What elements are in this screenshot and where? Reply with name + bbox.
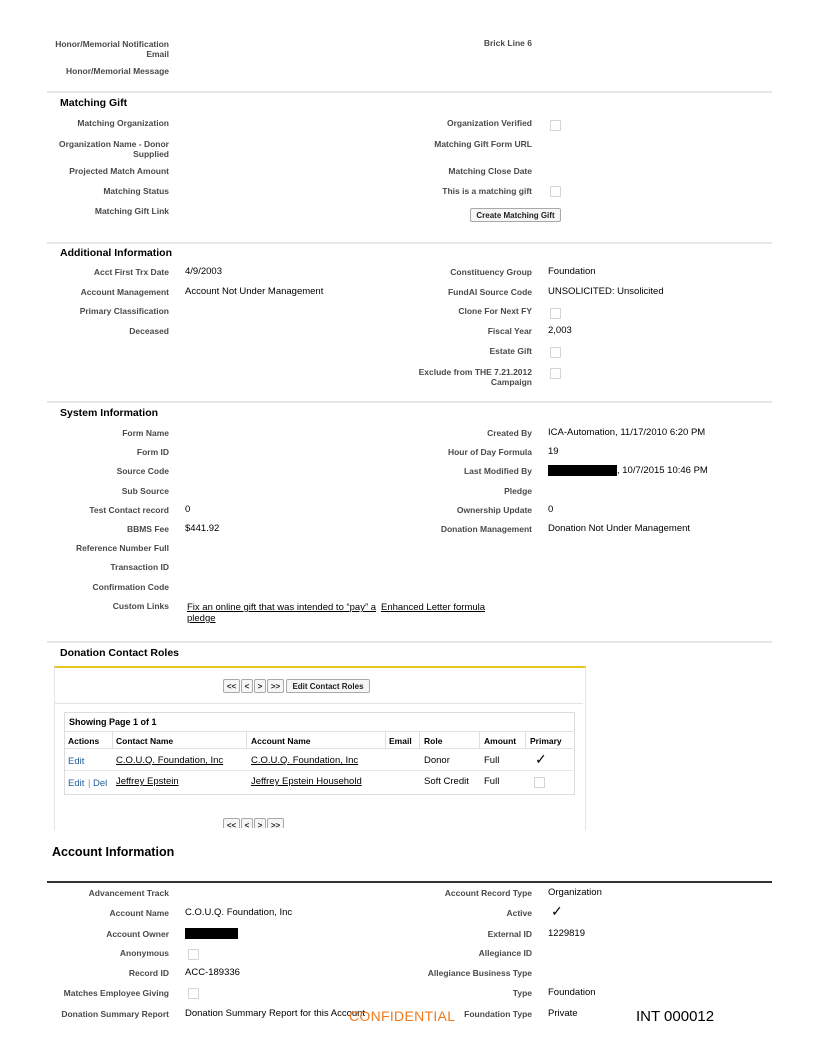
active-check-icon: ✓ bbox=[551, 903, 563, 919]
row-account-link[interactable]: C.O.U.Q. Foundation, Inc bbox=[251, 755, 359, 766]
column-divider bbox=[479, 732, 480, 748]
confidential-stamp: CONFIDENTIAL bbox=[349, 1008, 456, 1024]
matches-employee-checkbox[interactable] bbox=[188, 988, 199, 999]
close-date-label: Matching Close Date bbox=[448, 166, 532, 176]
prev-page-button[interactable]: < bbox=[241, 679, 253, 693]
primary-checkbox bbox=[534, 777, 545, 788]
custom-links-label: Custom Links bbox=[112, 601, 169, 611]
sub-source-label: Sub Source bbox=[121, 486, 169, 496]
allegiance-id-label: Allegiance ID bbox=[478, 948, 532, 958]
matching-org-label: Matching Organization bbox=[77, 118, 169, 128]
account-management-label: Account Management bbox=[80, 287, 169, 297]
brick-line-label: Brick Line 6 bbox=[483, 38, 532, 48]
fundai-source-label: FundAI Source Code bbox=[447, 287, 532, 297]
custom-link-fix-online-gift[interactable]: Fix an online gift that was intended to “pay” a pledge bbox=[187, 602, 377, 624]
bbms-fee-label: BBMS Fee bbox=[126, 524, 169, 534]
create-matching-gift-button[interactable]: Create Matching Gift bbox=[470, 208, 561, 222]
external-id-label: External ID bbox=[487, 929, 532, 939]
active-label: Active bbox=[506, 908, 532, 918]
system-info-title: System Information bbox=[60, 407, 159, 419]
last-modified-value: , 10/7/2015 10:46 PM bbox=[617, 465, 708, 476]
row-amount: Full bbox=[484, 755, 500, 766]
separator bbox=[47, 242, 772, 244]
col-role-header: Role bbox=[424, 736, 443, 746]
advancement-track-label: Advancement Track bbox=[88, 888, 169, 898]
foundation-type-label: Foundation Type bbox=[464, 1009, 532, 1019]
matching-gift-title: Matching Gift bbox=[60, 97, 128, 109]
matches-employee-label: Matches Employee Giving bbox=[63, 988, 169, 998]
source-code-label: Source Code bbox=[116, 466, 169, 476]
edit-contact-roles-button[interactable]: Edit Contact Roles bbox=[286, 679, 370, 693]
next-page-button[interactable]: > bbox=[254, 679, 266, 693]
primary-classification-label: Primary Classification bbox=[79, 306, 169, 316]
donation-management-label: Donation Management bbox=[440, 524, 532, 534]
column-divider bbox=[385, 732, 386, 748]
first-page-button-bottom[interactable]: << bbox=[223, 818, 240, 828]
next-page-button-bottom[interactable]: > bbox=[254, 818, 266, 828]
col-contact-name-header: Contact Name bbox=[116, 736, 174, 746]
col-primary-header: Primary bbox=[530, 736, 562, 746]
column-divider bbox=[525, 732, 526, 748]
created-by-label: Created By bbox=[487, 428, 532, 438]
honor-email-label: Honor/Memorial Notification Email bbox=[55, 39, 169, 59]
column-divider bbox=[112, 732, 113, 748]
created-by-value: ICA-Automation, 11/17/2010 6:20 PM bbox=[548, 427, 706, 438]
row-role: Donor bbox=[424, 755, 450, 766]
account-name-value: C.O.U.Q. Foundation, Inc bbox=[185, 907, 293, 918]
col-account-name-header: Account Name bbox=[251, 736, 311, 746]
account-info-title: Account Information bbox=[52, 845, 175, 859]
header-bottom-divider bbox=[65, 748, 573, 749]
bates-number: INT 000012 bbox=[636, 1008, 715, 1025]
form-name-label: Form Name bbox=[122, 428, 169, 438]
allegiance-business-type-label: Allegiance Business Type bbox=[427, 968, 532, 978]
last-page-button[interactable]: >> bbox=[267, 679, 284, 693]
org-verified-label: Organization Verified bbox=[446, 118, 532, 128]
primary-check-icon: ✓ bbox=[535, 751, 547, 767]
test-contact-label: Test Contact record bbox=[89, 505, 169, 515]
additional-info-title: Additional Information bbox=[60, 247, 172, 259]
row-delete-link[interactable]: Del bbox=[93, 778, 108, 789]
row-contact-link[interactable]: C.O.U.Q. Foundation, Inc bbox=[116, 755, 224, 766]
estate-gift-checkbox[interactable] bbox=[550, 347, 561, 358]
account-record-type-value: Organization bbox=[548, 887, 602, 898]
org-verified-checkbox[interactable] bbox=[550, 120, 561, 131]
form-url-label: Matching Gift Form URL bbox=[434, 139, 532, 149]
showing-page-label: Showing Page 1 of 1 bbox=[69, 717, 157, 727]
acct-first-trx-value: 4/9/2003 bbox=[185, 266, 222, 277]
custom-link-enhanced-letter[interactable]: Enhanced Letter formula bbox=[381, 602, 486, 613]
account-owner-label: Account Owner bbox=[106, 929, 169, 939]
record-id-value: ACC-189336 bbox=[185, 967, 240, 978]
clone-next-fy-checkbox[interactable] bbox=[550, 308, 561, 319]
col-email-header: Email bbox=[389, 736, 412, 746]
estate-gift-label: Estate Gift bbox=[489, 346, 532, 356]
contact-roles-title: Donation Contact Roles bbox=[60, 647, 180, 659]
last-page-button-bottom[interactable]: >> bbox=[267, 818, 284, 828]
row-edit-link[interactable]: Edit bbox=[68, 778, 85, 789]
type-value: Foundation bbox=[548, 987, 596, 998]
contact-roles-toolbar-line bbox=[55, 703, 583, 704]
redaction-bar bbox=[548, 465, 617, 476]
fiscal-year-value: 2,003 bbox=[548, 325, 572, 336]
deceased-label: Deceased bbox=[129, 326, 169, 336]
transaction-id-label: Transaction ID bbox=[110, 562, 169, 572]
pledge-label: Pledge bbox=[504, 486, 532, 496]
col-amount-header: Amount bbox=[484, 736, 517, 746]
separator bbox=[47, 91, 772, 93]
reference-number-label: Reference Number Full bbox=[75, 543, 169, 553]
org-name-donor-label: Organization Name - Donor Supplied bbox=[58, 139, 169, 159]
donation-management-value: Donation Not Under Management bbox=[548, 523, 691, 534]
is-matching-gift-checkbox[interactable] bbox=[550, 186, 561, 197]
honor-message-label: Honor/Memorial Message bbox=[66, 66, 169, 76]
type-label: Type bbox=[512, 988, 532, 998]
hour-of-day-label: Hour of Day Formula bbox=[447, 447, 532, 457]
confirmation-code-label: Confirmation Code bbox=[92, 582, 169, 592]
exclude-campaign-label: Exclude from THE 7.21.2012 Campaign bbox=[418, 367, 532, 387]
test-contact-value: 0 bbox=[185, 504, 191, 515]
projected-match-label: Projected Match Amount bbox=[69, 166, 169, 176]
ownership-update-label: Ownership Update bbox=[456, 505, 532, 515]
row-divider bbox=[65, 770, 573, 771]
column-divider bbox=[246, 732, 247, 748]
row-edit-link[interactable]: Edit bbox=[68, 756, 85, 767]
bottom-pagination bbox=[223, 816, 285, 828]
account-management-value: Account Not Under Management bbox=[185, 286, 324, 297]
exclude-campaign-checkbox[interactable] bbox=[550, 368, 561, 379]
separator bbox=[47, 641, 772, 643]
last-modified-label: Last Modified By bbox=[463, 466, 532, 476]
account-name-label: Account Name bbox=[109, 908, 169, 918]
form-id-label: Form ID bbox=[136, 447, 169, 457]
bbms-fee-value: $441.92 bbox=[185, 523, 220, 534]
hour-of-day-value: 19 bbox=[548, 446, 559, 457]
constituency-group-label: Constituency Group bbox=[450, 267, 532, 277]
col-actions-header: Actions bbox=[68, 736, 100, 746]
redaction-bar bbox=[185, 928, 238, 939]
fiscal-year-label: Fiscal Year bbox=[487, 326, 532, 336]
clone-next-fy-label: Clone For Next FY bbox=[458, 306, 532, 316]
foundation-type-value: Private bbox=[548, 1008, 578, 1019]
header-divider bbox=[65, 731, 573, 732]
fundai-source-value: UNSOLICITED: Unsolicited bbox=[548, 286, 664, 297]
anonymous-label: Anonymous bbox=[119, 948, 169, 958]
account-record-type-label: Account Record Type bbox=[444, 888, 532, 898]
prev-page-button-bottom[interactable]: < bbox=[241, 818, 253, 828]
ownership-update-value: 0 bbox=[548, 504, 554, 515]
separator bbox=[47, 401, 772, 403]
row-account-link[interactable]: Jeffrey Epstein Household bbox=[251, 776, 362, 787]
constituency-group-value: Foundation bbox=[548, 266, 596, 277]
account-header-line bbox=[47, 881, 772, 883]
row-contact-link[interactable]: Jeffrey Epstein bbox=[116, 776, 179, 787]
is-matching-gift-label: This is a matching gift bbox=[442, 186, 532, 196]
acct-first-trx-label: Acct First Trx Date bbox=[93, 267, 169, 277]
column-divider bbox=[419, 732, 420, 748]
row-action-separator: | bbox=[88, 778, 91, 789]
matching-gift-link-label: Matching Gift Link bbox=[94, 206, 169, 216]
first-page-button[interactable]: << bbox=[223, 679, 240, 693]
anonymous-checkbox[interactable] bbox=[188, 949, 199, 960]
donation-summary-label: Donation Summary Report bbox=[61, 1009, 169, 1019]
matching-status-label: Matching Status bbox=[103, 186, 169, 196]
donation-summary-value[interactable]: Donation Summary Report for this Account bbox=[185, 1008, 366, 1019]
external-id-value: 1229819 bbox=[548, 928, 585, 939]
row-amount: Full bbox=[484, 776, 500, 787]
row-role: Soft Credit bbox=[424, 776, 469, 787]
record-id-label: Record ID bbox=[128, 968, 169, 978]
